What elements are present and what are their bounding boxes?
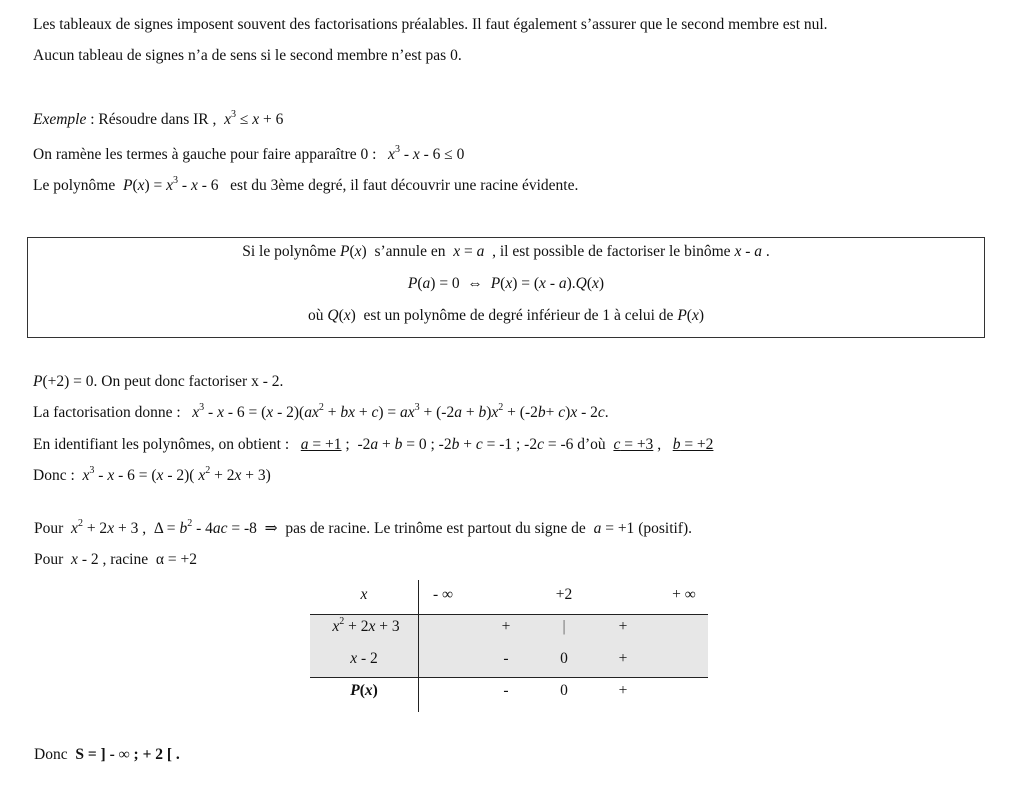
theorem-box	[27, 237, 985, 338]
polynomial-def: $P(x) = x^3 - x - 6$	[122, 175, 219, 194]
example-inequation: $x^3 \le x + 6$	[224, 109, 284, 128]
theorem-line-1: Si le polynôme P(x) s’annule en x = a , il est possible de factoriser le binôme x - a .	[242, 243, 770, 260]
example-label: Exemple	[33, 111, 87, 128]
table-sign: +	[501, 618, 511, 635]
table-header-plus-infinity: + ∞	[672, 586, 696, 603]
table-sign: |	[562, 618, 566, 635]
root-line: P(+2) = 0. On peut donc factoriser x - 2.	[33, 373, 284, 390]
table-header-x: x	[360, 586, 368, 603]
identification-line: En identifiant les polynômes, on obtient : a = +1 ; -2a + b = 0 ; -2b + c = -1 ; -2c = -6 d’où c = +3 , b = +2	[33, 436, 714, 453]
table-sign: -	[503, 650, 509, 667]
example-line-2: On ramène les termes à gauche pour faire apparaître 0 : $x^3 - x - 6 \le 0$	[33, 144, 465, 163]
sign-table	[310, 580, 708, 712]
conclusion-line: Donc S = ] - ∞ ; + 2 [ .	[34, 746, 180, 763]
table-sign: 0	[560, 682, 568, 699]
table-row-label-trinome: $x^2 + 2x + 3$	[332, 616, 400, 635]
intro-line-2: Aucun tableau de signes n’a de sens si le second membre n’est pas 0.	[33, 47, 462, 64]
solution-set: S = ] - ∞ ; + 2 [ .	[75, 746, 180, 763]
moved-inequation: $x^3 - x - 6 \le 0$	[388, 144, 465, 163]
factored-form-line: Donc : $x^3 - x - 6 = (x - 2)$( $x^2 + 2x + 3$)	[33, 465, 271, 484]
factorisation-line: La factorisation donne : $x^3 - x - 6 = (x - 2)(ax^2$ + bx + $c) = ax^3 + (-2a + b)x^2 + (-2b+ c)x - 2c$.	[33, 402, 609, 421]
racine-line: Pour x - 2 , racine α = +2	[34, 551, 197, 568]
example-task: Résoudre dans IR ,	[98, 111, 217, 128]
theorem-line-3: où Q(x) est un polynôme de degré inférieur de 1 à celui de P(x)	[307, 307, 705, 324]
table-header-minus-infinity: - ∞	[432, 586, 454, 603]
table-header-root: +2	[555, 586, 573, 603]
table-sign: -	[503, 682, 509, 699]
table-sign: +	[618, 682, 628, 699]
table-sign: +	[618, 650, 628, 667]
table-sign: +	[618, 618, 628, 635]
table-sign: 0	[560, 650, 568, 667]
table-row-label-product: P(x)	[350, 682, 378, 699]
example-line: Exemple : Résoudre dans IR , $x^3 \le x + 6$	[33, 109, 284, 128]
example-line-3: Le polynôme $P(x) = x^3 - x - 6$ est du 3ème degré, il faut découvrir une racine évidente.	[33, 175, 579, 194]
trinome-line: Pour $x^2 + 2x + 3$ , $\Delta = b^2 - 4ac = -8$ ⇒ pas de racine. Le trinôme est partout du signe de a = +1 (positif).	[34, 518, 692, 537]
intro-line-1: Les tableaux de signes imposent souvent des factorisations préalables. Il faut également s’assurer que le second membre est nul.	[33, 16, 828, 33]
theorem-line-2: P(a) = 0 ⇔ P(x) = (x - a).Q(x)	[407, 275, 605, 292]
table-row-label-binome: x - 2	[350, 650, 378, 667]
